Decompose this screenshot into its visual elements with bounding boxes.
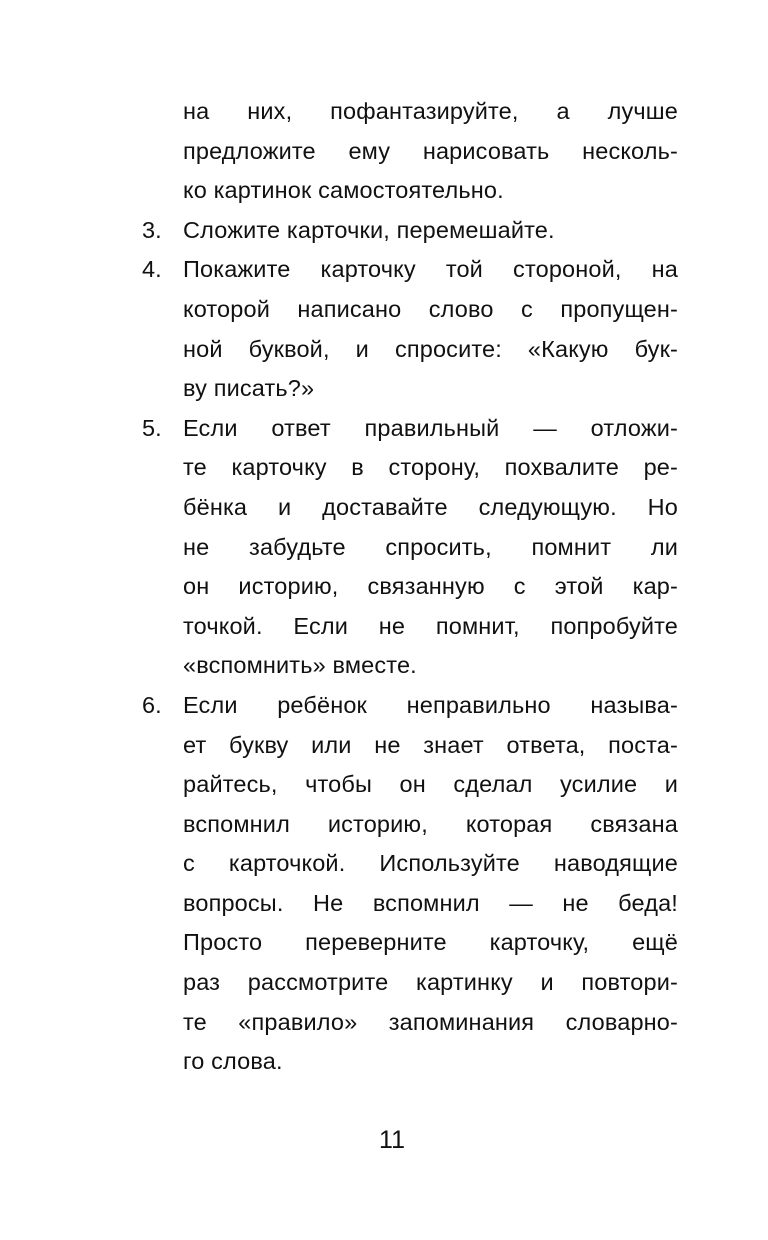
paragraph-text: точкой. Если не помнит, попробуйте (183, 612, 678, 639)
text-line (140, 923, 680, 963)
paragraph-text: райтесь, чтобы он сделал усилие и (183, 771, 678, 798)
list-number: 3. (142, 216, 162, 243)
text-line (140, 805, 680, 845)
text-line (140, 646, 680, 686)
paragraph-text: ву писать?» (183, 375, 315, 402)
paragraph-text: Если ребёнок неправильно называ- (183, 691, 678, 718)
text-line (140, 884, 680, 924)
paragraph-text: вопросы. Не вспомнил — не беда! (183, 889, 678, 916)
text-line (140, 92, 680, 132)
list-item-3 (140, 211, 680, 251)
text-line (140, 171, 680, 211)
text-line (140, 963, 680, 1003)
paragraph-text: предложите ему нарисовать несколь- (183, 137, 678, 164)
text-line (140, 132, 680, 172)
text-line (140, 844, 680, 884)
paragraph-text: с карточкой. Используйте наводящие (183, 850, 678, 877)
text-line (140, 448, 680, 488)
instructions-text (140, 92, 680, 1082)
text-line (140, 330, 680, 370)
list-item-5 (140, 409, 680, 449)
paragraph-text: Покажите карточку той стороной, на (183, 256, 678, 283)
list-number: 4. (142, 256, 162, 283)
text-line (140, 607, 680, 647)
paragraph-text: бёнка и доставайте следующую. Но (183, 493, 678, 520)
paragraph-text: на них, пофантазируйте, а лучше (183, 98, 678, 124)
paragraph-text: те карточку в сторону, похвалите ре- (183, 454, 678, 481)
paragraph-text: он историю, связанную с этой кар- (183, 573, 678, 600)
text-line (140, 1003, 680, 1043)
text-line (140, 369, 680, 409)
paragraph-text: ет букву или не знает ответа, поста- (183, 731, 678, 758)
text-line (140, 765, 680, 805)
list-item-4 (140, 250, 680, 290)
paragraph-text: Сложите карточки, перемешайте. (183, 216, 555, 243)
paragraph-text: которой написано слово с пропущен- (183, 295, 678, 322)
text-line (140, 290, 680, 330)
text-line (140, 567, 680, 607)
paragraph-text: Просто переверните карточку, ещё (183, 929, 678, 956)
list-item-6 (140, 686, 680, 726)
text-line (140, 726, 680, 766)
paragraph-text: вспомнил историю, которая связана (183, 810, 678, 837)
paragraph-text: Если ответ правильный — отложи- (183, 414, 678, 441)
paragraph-text: не забудьте спросить, помнит ли (183, 533, 678, 560)
list-number: 5. (142, 414, 162, 441)
list-number: 6. (142, 691, 162, 718)
paragraph-text: ной буквой, и спросите: «Какую бук- (183, 335, 678, 362)
page-number: 11 (379, 1126, 405, 1154)
text-line (140, 488, 680, 528)
paragraph-text: го слова. (183, 1048, 283, 1075)
text-line (140, 528, 680, 568)
paragraph-text: «вспомнить» вместе. (183, 652, 417, 679)
paragraph-text: раз рассмотрите картинку и повтори- (183, 969, 678, 996)
text-line (140, 1042, 680, 1082)
paragraph-text: ко картинок самостоятельно. (183, 177, 504, 204)
paragraph-text: те «правило» запоминания словарно- (183, 1008, 678, 1035)
